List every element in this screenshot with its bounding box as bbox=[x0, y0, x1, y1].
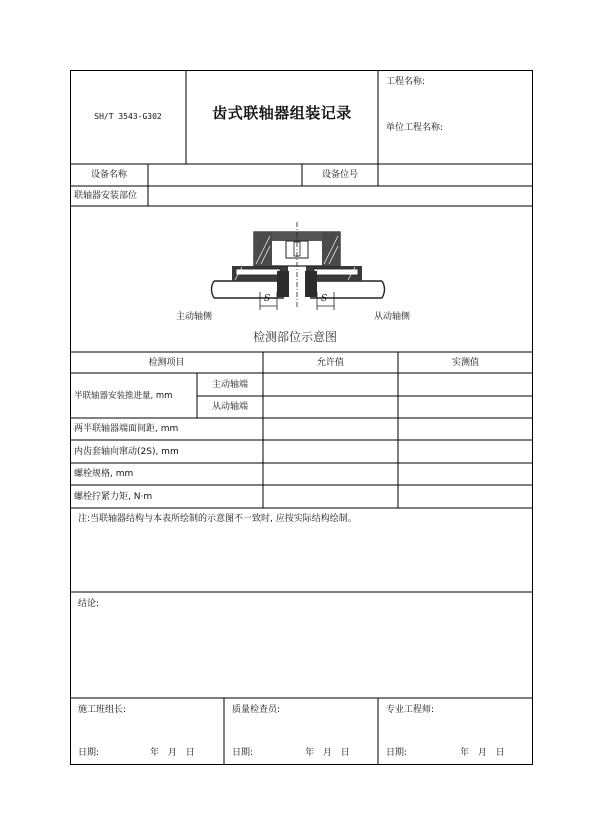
row-hub-push-label: 半联轴器安装推进量, mm bbox=[74, 391, 173, 401]
allowable-bolt-spec-field[interactable] bbox=[264, 464, 397, 484]
row-bolt-spec-label: 螺栓规格, mm bbox=[74, 469, 134, 479]
col-header-allowable: 允许值 bbox=[316, 358, 344, 368]
measured-drive-end-field[interactable] bbox=[399, 374, 532, 395]
project-name-label: 工程名称: bbox=[386, 77, 426, 87]
s-gap-label-right: S bbox=[321, 294, 328, 304]
coupling-assembly-record-form bbox=[70, 70, 533, 765]
unit-project-name-field[interactable] bbox=[452, 120, 528, 136]
unit-project-name-label: 单位工程名称: bbox=[386, 123, 444, 133]
quality-inspector-label: 质量检查员: bbox=[232, 705, 281, 715]
equipment-position-label: 设备位号 bbox=[321, 170, 358, 180]
row-bolt-torque-label: 螺栓拧紧力矩, N·m bbox=[74, 492, 153, 502]
engineer-date-ymd: 年 月 日 bbox=[460, 748, 505, 758]
engineer-date-label: 日期: bbox=[386, 748, 408, 758]
project-name-field[interactable] bbox=[440, 74, 528, 90]
col-header-measured: 实测值 bbox=[451, 358, 479, 368]
standard-code: SH/T 3543-G302 bbox=[94, 112, 162, 121]
row-hub-push-drive-end: 主动轴端 bbox=[211, 380, 248, 390]
driven-shaft-side-label: 从动轴侧 bbox=[374, 312, 411, 322]
allowable-bolt-torque-field[interactable] bbox=[264, 486, 397, 507]
measured-bolt-spec-field[interactable] bbox=[399, 464, 532, 484]
leader-date-ymd: 年 月 日 bbox=[150, 748, 195, 758]
allowable-axial-float-field[interactable] bbox=[264, 441, 397, 462]
s-gap-label-left: S bbox=[264, 294, 271, 304]
allowable-drive-end-field[interactable] bbox=[264, 374, 397, 395]
drive-shaft-side-label: 主动轴侧 bbox=[176, 312, 213, 322]
inspector-date-label: 日期: bbox=[232, 748, 254, 758]
allowable-driven-end-field[interactable] bbox=[264, 397, 397, 417]
install-part-label: 联轴器安装部位 bbox=[74, 191, 138, 201]
conclusion-label: 结论: bbox=[78, 599, 100, 609]
measured-driven-end-field[interactable] bbox=[399, 397, 532, 417]
install-part-field[interactable] bbox=[149, 187, 532, 205]
coupling-diagram bbox=[212, 222, 385, 310]
measured-end-face-distance-field[interactable] bbox=[399, 419, 532, 439]
row-end-face-distance-label: 两半联轴器端面间距, mm bbox=[74, 424, 179, 434]
measured-axial-float-field[interactable] bbox=[399, 441, 532, 462]
equipment-name-field[interactable] bbox=[149, 165, 301, 185]
note-text: 注:当联轴器结构与本表所绘制的示意图不一致时, 应按实际结构绘制。 bbox=[78, 514, 357, 524]
equipment-position-field[interactable] bbox=[379, 165, 532, 185]
row-hub-push-driven-end: 从动轴端 bbox=[211, 402, 248, 412]
team-leader-label: 施工班组长: bbox=[78, 705, 127, 715]
inspector-date-ymd: 年 月 日 bbox=[305, 748, 350, 758]
measured-bolt-torque-field[interactable] bbox=[399, 486, 532, 507]
equipment-name-label: 设备名称 bbox=[90, 170, 127, 180]
row-axial-float-label: 内齿套轴向窜动(2S), mm bbox=[74, 447, 179, 457]
form-title: 齿式联轴器组装记录 bbox=[212, 104, 352, 122]
diagram-caption: 检测部位示意图 bbox=[252, 330, 337, 344]
conclusion-field[interactable] bbox=[110, 596, 528, 694]
specialist-engineer-label: 专业工程师: bbox=[386, 705, 435, 715]
col-header-inspection-item: 检测项目 bbox=[148, 358, 185, 368]
leader-date-label: 日期: bbox=[78, 748, 100, 758]
allowable-end-face-distance-field[interactable] bbox=[264, 419, 397, 439]
